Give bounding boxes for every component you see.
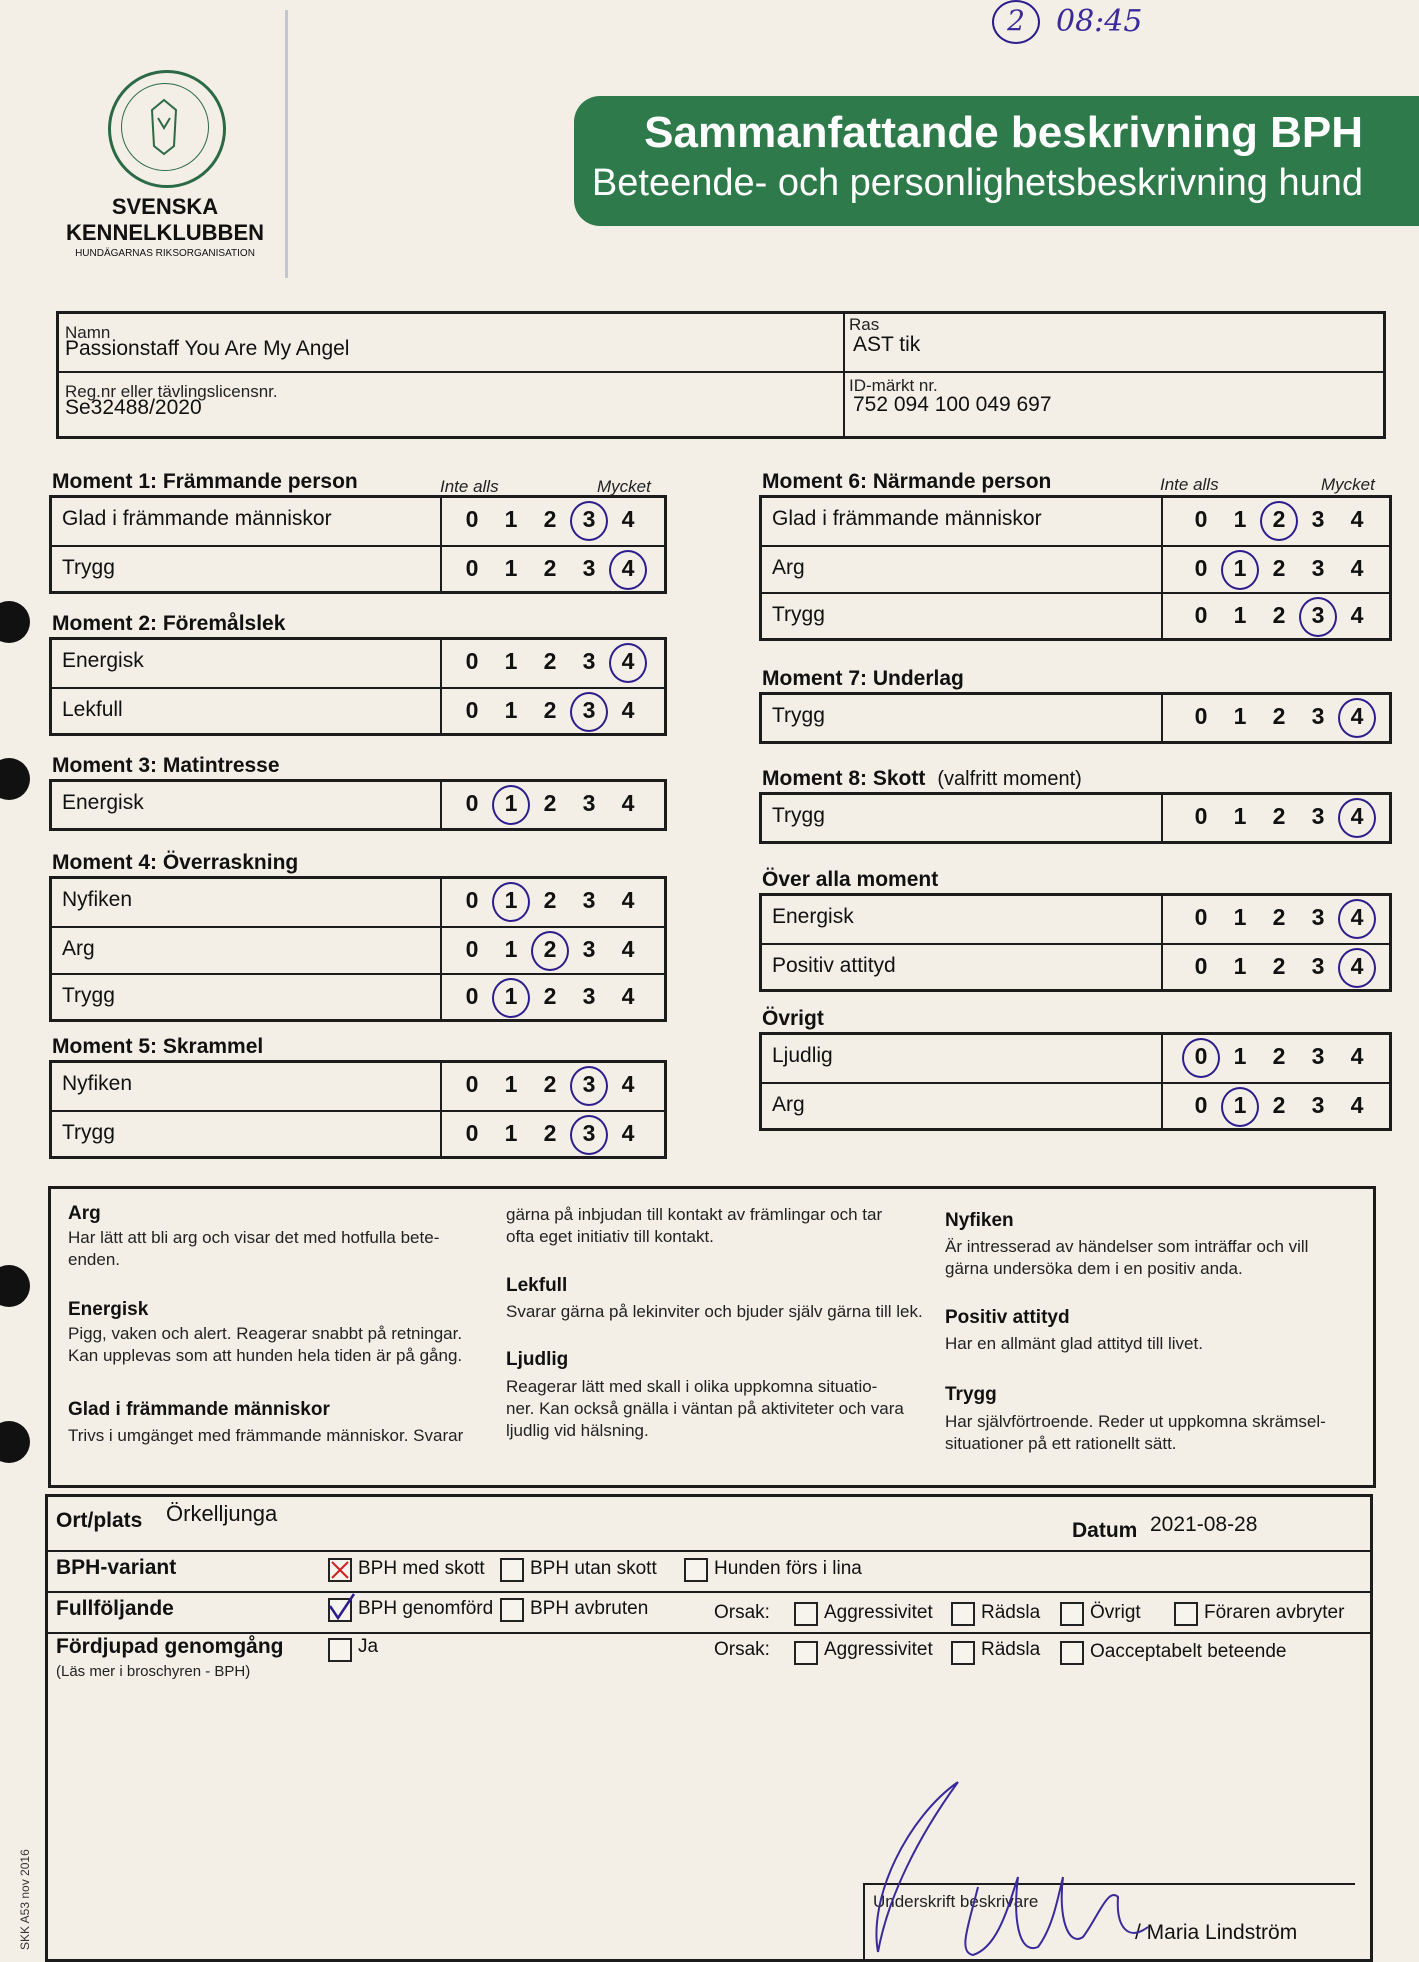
score-option[interactable]: 0 <box>1194 602 1208 628</box>
score-option[interactable]: 1 <box>1233 904 1247 930</box>
result-box <box>45 1494 1373 1962</box>
table-row <box>52 498 664 544</box>
trait-label: Glad i främmande människor <box>62 507 332 530</box>
score-option[interactable]: 2 <box>1272 1043 1286 1069</box>
handwritten-number: 2 <box>992 0 1040 44</box>
score-circle-mark <box>1182 1038 1220 1078</box>
dog-reg: Se32488/2020 <box>65 396 202 419</box>
score-option[interactable]: 0 <box>465 790 479 816</box>
score-option[interactable]: 2 <box>543 790 557 816</box>
table-row <box>52 687 664 735</box>
table-row <box>52 640 664 686</box>
ort-value: Örkelljunga <box>166 1501 278 1526</box>
punch-hole <box>0 1265 30 1307</box>
score-option[interactable]: 2 <box>543 936 557 962</box>
score-option[interactable]: 4 <box>1350 904 1364 930</box>
score-option[interactable]: 1 <box>1233 602 1247 628</box>
score-option[interactable]: 2 <box>1272 506 1286 532</box>
moment-right-title-1: Moment 6: Närmande person <box>762 470 1052 493</box>
orsak1-option-4: Föraren avbryter <box>1204 1602 1345 1623</box>
def-lekfull-heading: Lekfull <box>506 1275 568 1296</box>
score-option[interactable]: 0 <box>465 983 479 1009</box>
scale-high-label: Mycket <box>597 477 651 496</box>
dog-info-box <box>56 311 1386 439</box>
score-option[interactable]: 3 <box>1311 602 1325 628</box>
moment-left-title-3: Moment 3: Matintresse <box>52 754 280 777</box>
def-positiv-text: Har en allmänt glad attityd till livet. <box>945 1334 1203 1353</box>
moment-right-table-3 <box>759 792 1392 844</box>
fullf-option-1: BPH genomförd <box>358 1598 494 1619</box>
score-option[interactable]: 3 <box>582 983 596 1009</box>
scale-low-label: Inte alls <box>440 477 499 496</box>
score-option[interactable]: 2 <box>543 1071 557 1097</box>
score-option[interactable]: 4 <box>621 936 635 962</box>
def-glad-text: Trivs i umgänget med främmande människor. Svarar <box>68 1426 464 1445</box>
reg-label: Reg.nr eller tävlingslicensnr. <box>65 382 278 401</box>
moment-left-title-4: Moment 4: Överraskning <box>52 851 299 874</box>
table-row <box>52 545 664 593</box>
table-row <box>762 943 1389 991</box>
trait-label: Glad i främmande människor <box>772 507 1042 530</box>
score-option[interactable]: 2 <box>1272 904 1286 930</box>
score-option[interactable]: 3 <box>1311 555 1325 581</box>
orsak1-option-1: Aggressivitet <box>824 1602 933 1623</box>
score-circle-mark <box>1338 899 1376 939</box>
score-option[interactable]: 4 <box>621 1120 635 1146</box>
score-option[interactable]: 1 <box>504 555 518 581</box>
table-row <box>762 592 1389 640</box>
moment-left-title-2: Moment 2: Föremålslek <box>52 612 286 635</box>
punch-hole <box>0 601 30 643</box>
dog-breed: AST tik <box>853 333 921 356</box>
trait-label: Nyfiken <box>62 888 133 911</box>
punch-hole <box>0 1421 30 1463</box>
score-option[interactable]: 3 <box>582 697 596 723</box>
fordjup-option: Ja <box>358 1636 379 1657</box>
table-row <box>762 795 1389 841</box>
score-option[interactable]: 4 <box>621 887 635 913</box>
score-option[interactable]: 0 <box>1194 1092 1208 1118</box>
def-arg-heading: Arg <box>68 1203 101 1224</box>
scale-high-label: Mycket <box>1321 475 1375 494</box>
score-option[interactable]: 2 <box>1272 703 1286 729</box>
trait-label: Nyfiken <box>62 1072 133 1095</box>
ort-label: Ort/plats <box>56 1509 143 1532</box>
orsak1-checkbox-1[interactable] <box>794 1602 818 1626</box>
score-option[interactable]: 3 <box>1311 953 1325 979</box>
score-option[interactable]: 2 <box>1272 803 1286 829</box>
score-circle-mark <box>570 692 608 732</box>
table-row <box>762 1035 1389 1081</box>
score-option[interactable]: 0 <box>1194 555 1208 581</box>
orsak-label-2: Orsak: <box>714 1639 770 1660</box>
signature-label: Underskrift beskrivare <box>873 1892 1039 1911</box>
score-option[interactable]: 1 <box>504 887 518 913</box>
score-option[interactable]: 2 <box>543 983 557 1009</box>
orsak2-option-3: Oacceptabelt beteende <box>1090 1641 1287 1662</box>
score-option[interactable]: 4 <box>621 506 635 532</box>
score-option[interactable]: 1 <box>1233 555 1247 581</box>
score-option[interactable]: 0 <box>465 555 479 581</box>
orsak2-option-1: Aggressivitet <box>824 1639 933 1660</box>
moment-right-title-5: Övrigt <box>762 1007 824 1030</box>
orsak1-option-2: Rädsla <box>981 1602 1041 1623</box>
table-row <box>52 782 664 828</box>
score-circle-mark <box>492 785 530 825</box>
score-option[interactable]: 1 <box>504 1120 518 1146</box>
fullf-checkbox-1[interactable] <box>328 1598 352 1622</box>
score-option[interactable]: 0 <box>1194 953 1208 979</box>
score-option[interactable]: 0 <box>465 697 479 723</box>
org-name: SVENSKA KENNELKLUBBEN <box>66 194 264 245</box>
def-glad-heading: Glad i främmande människor <box>68 1399 330 1420</box>
score-option[interactable]: 4 <box>1350 555 1364 581</box>
score-option[interactable]: 4 <box>621 1071 635 1097</box>
orsak2-checkbox-3[interactable] <box>1060 1641 1084 1665</box>
form-title: Sammanfattande beskrivning BPH <box>644 108 1363 157</box>
table-row <box>762 896 1389 942</box>
fullf-checkbox-2[interactable] <box>500 1598 524 1622</box>
score-option[interactable]: 3 <box>1311 1043 1325 1069</box>
def-trygg-heading: Trygg <box>945 1384 997 1405</box>
score-option[interactable]: 2 <box>543 555 557 581</box>
table-row <box>52 1063 664 1109</box>
score-option[interactable]: 4 <box>621 790 635 816</box>
score-option[interactable]: 2 <box>1272 602 1286 628</box>
score-option[interactable]: 1 <box>504 936 518 962</box>
score-option[interactable]: 4 <box>1350 803 1364 829</box>
score-option[interactable]: 1 <box>504 506 518 532</box>
score-option[interactable]: 3 <box>582 555 596 581</box>
score-option[interactable]: 2 <box>543 648 557 674</box>
dog-id: 752 094 100 049 697 <box>853 393 1052 416</box>
id-label: ID-märkt nr. <box>849 376 938 395</box>
score-option[interactable]: 0 <box>1194 1043 1208 1069</box>
score-option[interactable]: 1 <box>1233 703 1247 729</box>
score-option[interactable]: 0 <box>1194 703 1208 729</box>
score-option[interactable]: 1 <box>504 697 518 723</box>
datum-label: Datum <box>1072 1519 1138 1542</box>
score-option[interactable]: 2 <box>543 506 557 532</box>
trait-label: Energisk <box>62 791 144 814</box>
def-trygg-text: Har självförtroende. Reder ut uppkomna skrämsel- situationer på ett rationellt sätt. <box>945 1412 1326 1453</box>
orsak1-option-3: Övrigt <box>1090 1602 1141 1623</box>
score-option[interactable]: 0 <box>465 648 479 674</box>
score-option[interactable]: 1 <box>1233 1092 1247 1118</box>
score-option[interactable]: 4 <box>1350 1043 1364 1069</box>
signer-name: / Maria Lindström <box>1135 1921 1298 1944</box>
orsak2-option-2: Rädsla <box>981 1639 1041 1660</box>
moment-right-title-note: (valfritt moment) <box>937 768 1082 790</box>
trait-label: Arg <box>772 1093 805 1116</box>
score-circle-mark <box>609 643 647 683</box>
moment-right-table-2 <box>759 692 1392 744</box>
variant-option-3: Hunden förs i lina <box>714 1558 862 1579</box>
table-row <box>762 498 1389 544</box>
variant-checkbox-2[interactable] <box>500 1558 524 1582</box>
score-option[interactable]: 1 <box>1233 953 1247 979</box>
def-ljudlig-text: Reagerar lätt med skall i olika uppkomna situatio- ner. Kan också gnälla i väntan på aktiviteter och vara ljudlig vid hälsning. <box>506 1377 904 1440</box>
score-circle-mark <box>570 1115 608 1155</box>
dog-name: Passionstaff You Are My Angel <box>65 337 350 360</box>
def-positiv-heading: Positiv attityd <box>945 1307 1070 1328</box>
score-option[interactable]: 0 <box>1194 904 1208 930</box>
score-option[interactable]: 2 <box>543 697 557 723</box>
score-circle-mark <box>1260 501 1298 541</box>
orsak2-checkbox-1[interactable] <box>794 1641 818 1665</box>
score-option[interactable]: 1 <box>504 648 518 674</box>
fordjup-checkbox[interactable] <box>328 1638 352 1662</box>
moment-left-table-5 <box>49 1060 667 1159</box>
score-circle-mark <box>570 1066 608 1106</box>
variant-checkbox-3[interactable] <box>684 1558 708 1582</box>
score-option[interactable]: 3 <box>1311 506 1325 532</box>
orsak1-checkbox-2[interactable] <box>951 1602 975 1626</box>
score-option[interactable]: 4 <box>1350 703 1364 729</box>
handwritten-signature <box>848 1777 1178 1957</box>
score-option[interactable]: 2 <box>543 887 557 913</box>
score-option[interactable]: 3 <box>1311 803 1325 829</box>
score-option[interactable]: 3 <box>582 648 596 674</box>
def-nyfiken-text: Är intresserad av händelser som inträffar och vill gärna undersöka dem i en positiv anda. <box>945 1237 1309 1278</box>
trait-label: Trygg <box>62 1121 115 1144</box>
moment-right-title-3: Moment 8: Skott (valfritt moment) <box>762 767 1082 790</box>
variant-label: BPH-variant <box>56 1556 177 1579</box>
score-circle-mark <box>609 550 647 590</box>
table-row <box>762 695 1389 741</box>
trait-label: Arg <box>772 556 805 579</box>
trait-label: Trygg <box>62 984 115 1007</box>
score-option[interactable]: 0 <box>465 506 479 532</box>
table-row <box>762 1082 1389 1130</box>
breed-label: Ras <box>849 315 880 334</box>
score-circle-mark <box>492 882 530 922</box>
score-option[interactable]: 1 <box>1233 803 1247 829</box>
form-subtitle: Beteende- och personlighetsbeskrivning hund <box>591 162 1363 204</box>
table-row <box>52 879 664 925</box>
score-option[interactable]: 1 <box>504 1071 518 1097</box>
score-option[interactable]: 3 <box>582 887 596 913</box>
score-circle-mark <box>570 501 608 541</box>
def-nyfiken-heading: Nyfiken <box>945 1210 1014 1231</box>
score-option[interactable]: 3 <box>582 790 596 816</box>
orsak1-checkbox-3[interactable] <box>1060 1602 1084 1626</box>
def-glad-text-cont: gärna på inbjudan till kontakt av främlingar och tar ofta eget initiativ till kontakt. <box>506 1205 883 1246</box>
def-energisk-text: Pigg, vaken och alert. Reagerar snabbt på retningar. Kan upplevas som att hunden hela tiden är på gång. <box>68 1324 463 1365</box>
score-option[interactable]: 4 <box>1350 1092 1364 1118</box>
variant-option-2: BPH utan skott <box>530 1558 657 1579</box>
score-option[interactable]: 1 <box>1233 1043 1247 1069</box>
score-option[interactable]: 2 <box>543 1120 557 1146</box>
variant-option-1: BPH med skott <box>358 1558 485 1579</box>
title-banner <box>574 96 1419 226</box>
datum-value: 2021-08-28 <box>1150 1513 1258 1536</box>
score-option[interactable]: 1 <box>1233 506 1247 532</box>
score-option[interactable]: 4 <box>1350 602 1364 628</box>
score-circle-mark <box>1221 1087 1259 1127</box>
table-row <box>52 926 664 974</box>
score-circle-mark <box>492 978 530 1018</box>
scale-low-label: Inte alls <box>1160 475 1219 494</box>
moment-right-table-5 <box>759 1032 1392 1131</box>
score-option[interactable]: 1 <box>504 790 518 816</box>
def-lekfull-text: Svarar gärna på lekinviter och bjuder själv gärna till lek. <box>506 1302 923 1321</box>
score-option[interactable]: 0 <box>465 1120 479 1146</box>
variant-checkbox-1[interactable] <box>328 1558 352 1582</box>
moment-left-table-4 <box>49 876 667 1022</box>
moment-right-table-4 <box>759 893 1392 992</box>
score-option[interactable]: 0 <box>465 887 479 913</box>
def-ljudlig-heading: Ljudlig <box>506 1349 569 1370</box>
score-option[interactable]: 4 <box>621 555 635 581</box>
score-circle-mark <box>1299 597 1337 637</box>
org-tagline: HUNDÄGARNAS RIKSORGANISATION <box>75 248 255 259</box>
score-circle-mark <box>1338 948 1376 988</box>
moment-left-table-3 <box>49 779 667 831</box>
score-circle-mark <box>1338 798 1376 838</box>
score-option[interactable]: 3 <box>582 1120 596 1146</box>
score-option[interactable]: 4 <box>1350 953 1364 979</box>
score-option[interactable]: 4 <box>621 648 635 674</box>
orsak1-checkbox-4[interactable] <box>1174 1602 1198 1626</box>
moment-right-title-4: Över alla moment <box>762 868 939 891</box>
table-row <box>52 973 664 1021</box>
score-option[interactable]: 3 <box>1311 1092 1325 1118</box>
score-option[interactable]: 3 <box>582 936 596 962</box>
score-option[interactable]: 3 <box>582 1071 596 1097</box>
kennel-club-seal-icon <box>108 70 226 188</box>
score-option[interactable]: 0 <box>465 936 479 962</box>
score-option[interactable]: 3 <box>1311 904 1325 930</box>
moment-left-table-1 <box>49 495 667 594</box>
trait-label: Trygg <box>772 603 825 626</box>
moment-left-title-5: Moment 5: Skrammel <box>52 1035 264 1058</box>
table-row <box>52 1110 664 1158</box>
trait-label: Trygg <box>772 804 825 827</box>
moment-left-title-1: Moment 1: Främmande person <box>52 470 358 493</box>
punch-hole <box>0 758 30 800</box>
score-option[interactable]: 0 <box>1194 803 1208 829</box>
score-option[interactable]: 2 <box>1272 555 1286 581</box>
score-option[interactable]: 3 <box>1311 703 1325 729</box>
trait-label: Ljudlig <box>772 1044 833 1067</box>
score-option[interactable]: 3 <box>582 506 596 532</box>
fordjup-label: Fördjupad genomgång <box>56 1635 284 1658</box>
trait-label: Positiv attityd <box>772 954 896 977</box>
score-option[interactable]: 1 <box>504 983 518 1009</box>
trait-label: Arg <box>62 937 95 960</box>
trait-label: Trygg <box>62 556 115 579</box>
name-label: Namn <box>65 323 111 342</box>
fullf-label: Fullföljande <box>56 1597 174 1620</box>
moment-left-table-2 <box>49 637 667 736</box>
score-option[interactable]: 2 <box>1272 1092 1286 1118</box>
def-arg-text: Har lätt att bli arg och visar det med hotfulla bete- enden. <box>68 1228 440 1269</box>
trait-label: Lekfull <box>62 698 123 721</box>
score-circle-mark <box>1338 698 1376 738</box>
handwritten-time: 08:45 <box>1056 4 1143 39</box>
orsak-label: Orsak: <box>714 1602 770 1623</box>
score-circle-mark <box>1221 550 1259 590</box>
trait-label: Trygg <box>772 704 825 727</box>
score-option[interactable]: 4 <box>1350 506 1364 532</box>
definitions-box <box>48 1186 1376 1488</box>
orsak2-checkbox-2[interactable] <box>951 1641 975 1665</box>
score-option[interactable]: 0 <box>1194 506 1208 532</box>
fullf-option-2: BPH avbruten <box>530 1598 649 1619</box>
score-option[interactable]: 4 <box>621 983 635 1009</box>
table-row <box>762 545 1389 593</box>
score-circle-mark <box>531 931 569 971</box>
trait-label: Energisk <box>772 905 854 928</box>
score-option[interactable]: 0 <box>465 1071 479 1097</box>
trait-label: Energisk <box>62 649 144 672</box>
moment-right-title-2: Moment 7: Underlag <box>762 667 964 690</box>
score-option[interactable]: 2 <box>1272 953 1286 979</box>
score-option[interactable]: 4 <box>621 697 635 723</box>
fordjup-note: (Läs mer i broschyren - BPH) <box>56 1663 251 1680</box>
def-energisk-heading: Energisk <box>68 1299 149 1320</box>
form-code: SKK A53 nov 2016 <box>18 1849 32 1950</box>
moment-right-table-1 <box>759 495 1392 641</box>
